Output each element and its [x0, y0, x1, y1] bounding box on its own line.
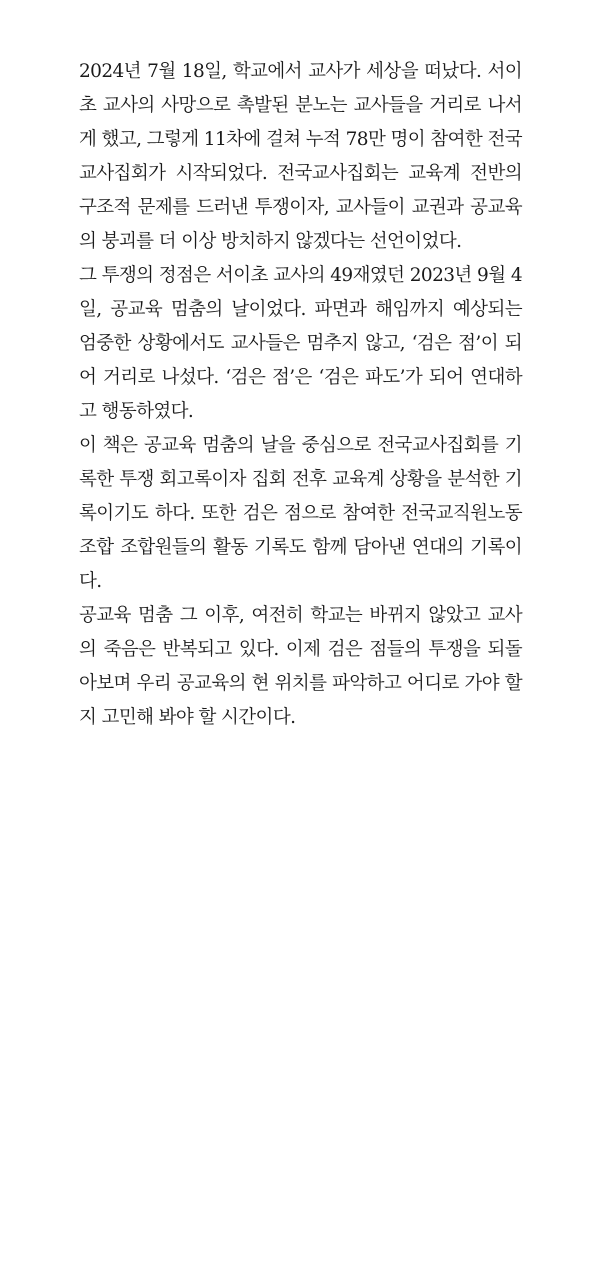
paragraph-1: 2024년 7월 18일, 학교에서 교사가 세상을 떠났다. 서이초 교사의 사망으로 촉발된 분노는 교사들을 거리로 나서게 했고, 그렇게 11차에 걸쳐 누적 78만 명이 참여한 전국교사집회가 시작되었다. 전국교사집회는 교육계 전반의 구조적 문제를 드러낸 투쟁이자, 교사들이 교권과 공교육의 붕괴를 더 이상 방치하지 않겠다는 선언이었다. — [79, 61, 522, 252]
paragraph-4: 공교육 멈춤 그 이후, 여전히 학교는 바뀌지 않았고 교사의 죽음은 반복되고 있다. 이제 검은 점들의 투쟁을 되돌아보며 우리 공교육의 현 위치를 파악하고 어디로 가야 할지 고민해 봐야 할 시간이다. — [79, 605, 522, 728]
paragraph-3: 이 책은 공교육 멈춤의 날을 중심으로 전국교사집회를 기록한 투쟁 회고록이자 집회 전후 교육계 상황을 분석한 기록이기도 하다. 또한 검은 점으로 참여한 전국교직원노동조합 조합원들의 활동 기록도 함께 담아낸 연대의 기록이다. — [79, 435, 522, 592]
paragraph-2: 그 투쟁의 정점은 서이초 교사의 49재였던 2023년 9월 4일, 공교육 멈춤의 날이었다. 파면과 해임까지 예상되는 엄중한 상황에서도 교사들은 멈추지 않고, ‘검은 점’이 되어 거리로 나섰다. ‘검은 점’은 ‘검은 파도’가 되어 연대하고 행동하였다. — [79, 265, 522, 422]
book-description — [79, 55, 522, 735]
